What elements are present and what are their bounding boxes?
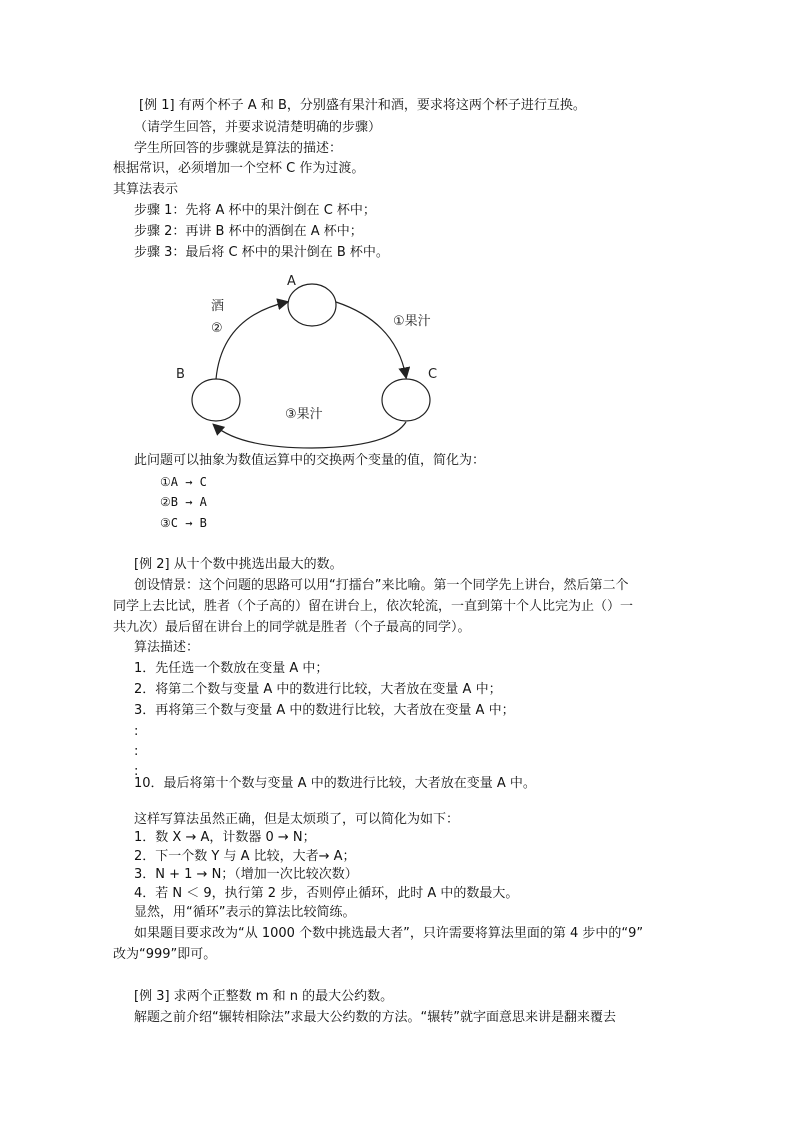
- example2-simple-step-1: 1．数 X → A，计数器 0 → N；: [134, 830, 316, 845]
- abstraction-item-3: ③C → B: [160, 516, 207, 530]
- example2-simple-step-2: 2．下一个数 Y 与 A 比较，大者→ A；: [134, 849, 356, 864]
- juice-step-3-label: ③果汁: [285, 407, 323, 422]
- example1-title: [例 1] 有两个杯子 A 和 B，分别盛有果汁和酒，要求将这两个杯子进行互换。: [139, 98, 586, 113]
- abstraction-item-2: ②B → A: [160, 495, 207, 509]
- example1-description: 学生所回答的步骤就是算法的描述：: [134, 141, 343, 156]
- node-c-label: C: [428, 367, 438, 382]
- cup-a-node: [288, 284, 336, 326]
- arrow-c-to-b: [214, 422, 406, 448]
- example2-scenario-line-2: 同学上去比试，胜者（个子高的）留在讲台上，依次轮流，一直到第十个人比完为止（）一: [113, 599, 634, 614]
- example2-change-line-1: 如果题目要求改为“从 1000 个数中挑选最大者”，只许需要将算法里面的第 4 步中的“9”: [134, 926, 644, 941]
- example1-instruction: （请学生回答，并要求说清楚明确的步骤）: [134, 120, 382, 135]
- node-a-label: A: [287, 274, 296, 289]
- arrow-b-to-a: [216, 302, 287, 379]
- example3-intro: 解题之前介绍“辗转相除法”求最大公约数的方法。“辗转”就字面意思来讲是翻来覆去: [134, 1010, 616, 1025]
- juice-step-1-label: ①果汁: [393, 314, 431, 329]
- example2-ellipsis-1: :: [134, 724, 139, 739]
- example1-step-1: 步骤 1：先将 A 杯中的果汁倒在 C 杯中；: [134, 203, 376, 218]
- example2-title: [例 2] 从十个数中挑选出最大的数。: [134, 557, 343, 572]
- example2-scenario-line-1: 创设情景：这个问题的思路可以用“打擂台”来比喻。第一个同学先上讲台，然后第二个: [134, 578, 629, 593]
- example2-step-3: 3．再将第三个数与变量 A 中的数进行比较，大者放在变量 A 中；: [134, 703, 515, 718]
- example2-conclusion: 显然，用“循环”表示的算法比较简练。: [134, 905, 356, 920]
- example2-step-1: 1．先任选一个数放在变量 A 中；: [134, 661, 329, 676]
- wine-step-number: ②: [211, 321, 223, 336]
- abstraction-item-1: ①A → C: [160, 475, 207, 489]
- cup-swap-diagram: [0, 262, 794, 482]
- example2-simple-step-4: 4．若 N ＜ 9，执行第 2 步，否则停止循环，此时 A 中的数最大。: [134, 886, 519, 901]
- wine-label: 酒: [211, 299, 225, 314]
- example2-scenario-line-3: 共九次）最后留在讲台上的同学就是胜者（个子最高的同学）。: [113, 620, 471, 635]
- example2-change-line-2: 改为“999”即可。: [113, 947, 217, 962]
- abstraction-intro: 此问题可以抽象为数值运算中的交换两个变量的值，简化为：: [134, 453, 486, 468]
- example3-title: [例 3] 求两个正整数 m 和 n 的最大公约数。: [134, 989, 394, 1004]
- example1-step-3: 步骤 3：最后将 C 杯中的果汁倒在 B 杯中。: [134, 245, 389, 260]
- example1-common-sense: 根据常识，必须增加一个空杯 C 作为过渡。: [113, 161, 365, 176]
- example2-simple-step-3: 3．N + 1 → N；（增加一次比较次数）: [134, 867, 358, 882]
- example2-step-10: 10．最后将第十个数与变量 A 中的数进行比较，大者放在变量 A 中。: [134, 776, 536, 791]
- example2-description-label: 算法描述：: [134, 640, 200, 655]
- example1-step-2: 步骤 2：再讲 B 杯中的酒倒在 A 杯中；: [134, 224, 363, 239]
- node-b-label: B: [176, 367, 185, 382]
- example2-ellipsis-2: :: [134, 744, 139, 759]
- example1-algorithm-heading: 其算法表示: [113, 182, 179, 197]
- example2-step-2: 2．将第二个数与变量 A 中的数进行比较，大者放在变量 A 中；: [134, 682, 502, 697]
- cup-b-node: [192, 379, 240, 421]
- example2-ellipsis-3: :: [134, 764, 139, 779]
- cup-c-node: [382, 379, 430, 421]
- example2-simplify-intro: 这样写算法虽然正确，但是太烦琐了，可以简化为如下：: [134, 812, 460, 827]
